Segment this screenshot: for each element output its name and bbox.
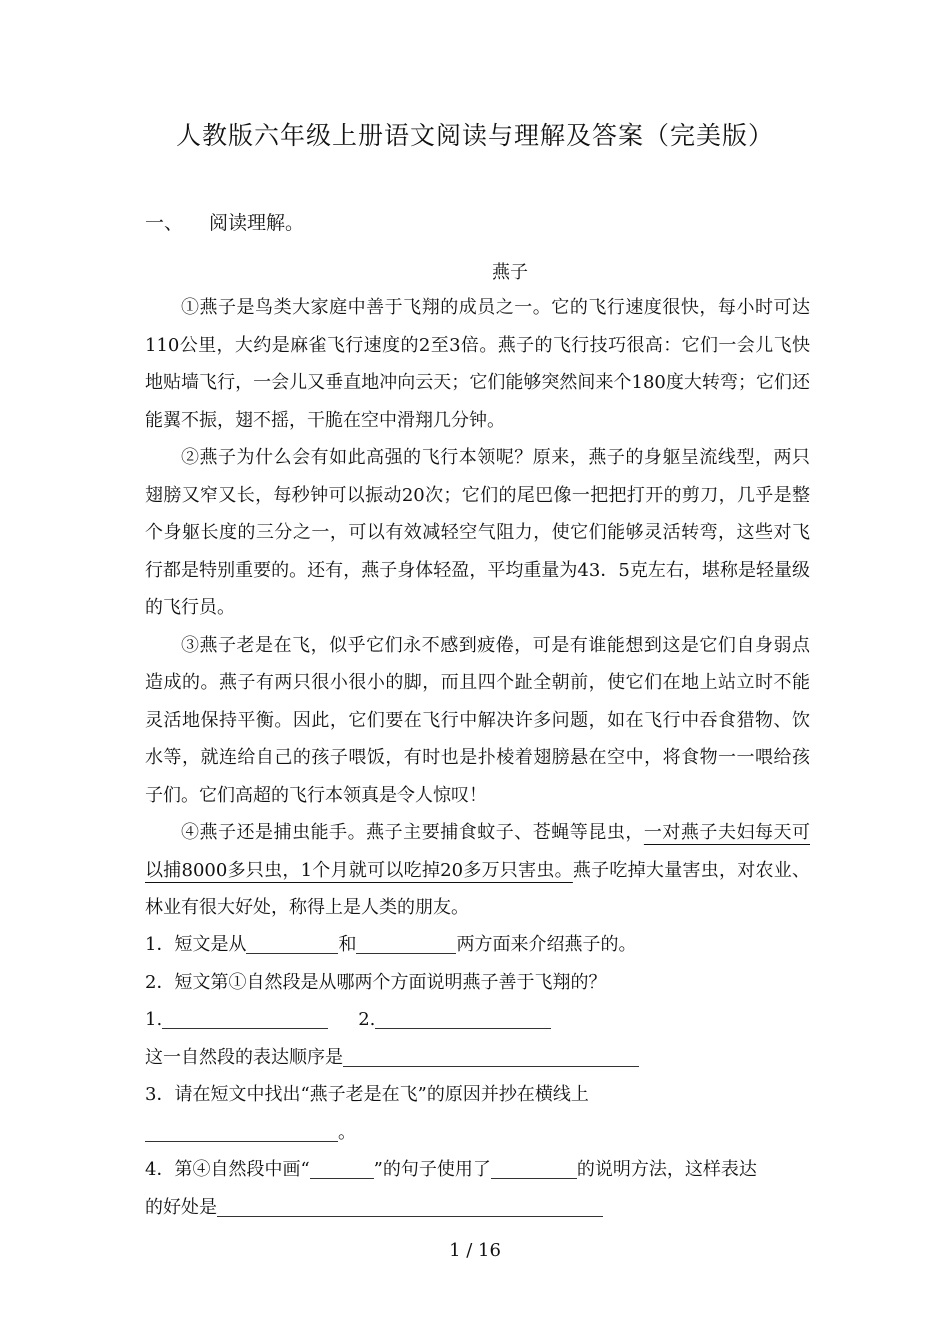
question-1-text-c: 两方面来介绍燕子的。 <box>456 934 637 955</box>
question-2-order <box>145 1039 825 1077</box>
underlined-sentence: 一对燕子夫妇每天可以捕8000多只虫，1个月就可以吃掉20多万只害虫。 <box>145 822 811 881</box>
question-3-answer <box>145 1114 825 1152</box>
section-heading <box>145 208 304 235</box>
paragraph-2: ②燕子为什么会有如此高强的飞行本领呢？原来，燕子的身躯呈流线型，两只翅膀又窄又长，每秒钟可以振动20次；它们的尾巴像一把把打开的剪刀，几乎是整个身躯长度的三分之一，可以有效减轻空气阻力，使它们能够灵活转弯，这些对飞行都是特别重要的。还有，燕子身体轻盈，平均重量为43．5克左右，堪称是轻量级的飞行员。 <box>145 447 810 618</box>
paragraph-4-end: 燕子吃掉大量害虫，对农业、林业有很大好处，称得上是人类的朋友。 <box>145 859 811 918</box>
question-2-items <box>145 1001 825 1039</box>
section-label: 阅读理解。 <box>209 212 305 234</box>
document-title: 人教版六年级上册语文阅读与理解及答案（完美版） <box>175 121 774 150</box>
article-body <box>145 289 810 927</box>
answer-blank[interactable] <box>162 1006 328 1029</box>
questions <box>145 926 825 1226</box>
page-number: 1 / 16 <box>449 1240 501 1261</box>
answer-blank[interactable] <box>343 1044 639 1067</box>
answer-blank[interactable] <box>217 1194 603 1217</box>
question-2: 2．短文第①自然段是从哪两个方面说明燕子善于飞翔的？ <box>145 971 607 993</box>
question-2-order-text: 这一自然段的表达顺序是 <box>145 1046 343 1068</box>
article-title: 燕子 <box>492 262 528 283</box>
question-4 <box>145 1151 825 1189</box>
question-1-text-a: 1．短文是从 <box>145 934 247 955</box>
question-2-item-1: 1. <box>145 1009 163 1030</box>
answer-blank[interactable] <box>491 1156 577 1179</box>
question-4-text-c: 的说明方法，这样表达 <box>576 1159 757 1180</box>
answer-blank[interactable] <box>145 1119 338 1142</box>
answer-blank[interactable] <box>246 931 338 954</box>
answer-blank[interactable] <box>310 1156 374 1179</box>
answer-blank[interactable] <box>375 1006 551 1029</box>
question-4-text-a: 4．第④自然段中画“ <box>145 1159 310 1180</box>
answer-blank[interactable] <box>356 931 456 954</box>
paragraph-3: ③燕子老是在飞，似乎它们永不感到疲倦，可是有谁能想到这是它们自身弱点造成的。燕子有两只很小很小的脚，而且四个趾全朝前，使它们在地上站立时不能灵活地保持平衡。因此，它们要在飞行中解决许多问题，如在飞行中吞食猎物、饮水等，就连给自己的孩子喂饭，有时也是扑棱着翅膀悬在空中，将食物一一喂给孩子们。它们高超的飞行本领真是令人惊叹！ <box>145 634 810 806</box>
paragraph-1: ①燕子是鸟类大家庭中善于飞翔的成员之一。它的飞行速度很快，每小时可达110公里，大约是麻雀飞行速度的2至3倍。燕子的飞行技巧很高：它们一会儿飞快地贴墙飞行，一会儿又垂直地冲向云天；它们能够突然间来个180度大转弯；它们还能翼不振，翅不摇，干脆在空中滑翔几分钟。 <box>145 297 810 431</box>
question-3-end: 。 <box>338 1121 356 1143</box>
paragraph-4 <box>145 814 810 927</box>
question-3: 3．请在短文中找出“燕子老是在飞”的原因并抄在横线上 <box>145 1084 589 1105</box>
paragraph-4-start: ④燕子还是捕虫能手。燕子主要捕食蚊子、苍蝇等昆虫， <box>181 822 644 843</box>
question-1-text-b: 和 <box>338 934 357 955</box>
question-4-text-b: ”的句子使用了 <box>373 1159 491 1180</box>
question-2-item-2: 2. <box>358 1009 376 1030</box>
section-number: 一、 <box>145 212 184 234</box>
question-1 <box>145 926 825 964</box>
question-4-text-d: 的好处是 <box>145 1196 217 1218</box>
question-4-cont <box>145 1189 825 1227</box>
